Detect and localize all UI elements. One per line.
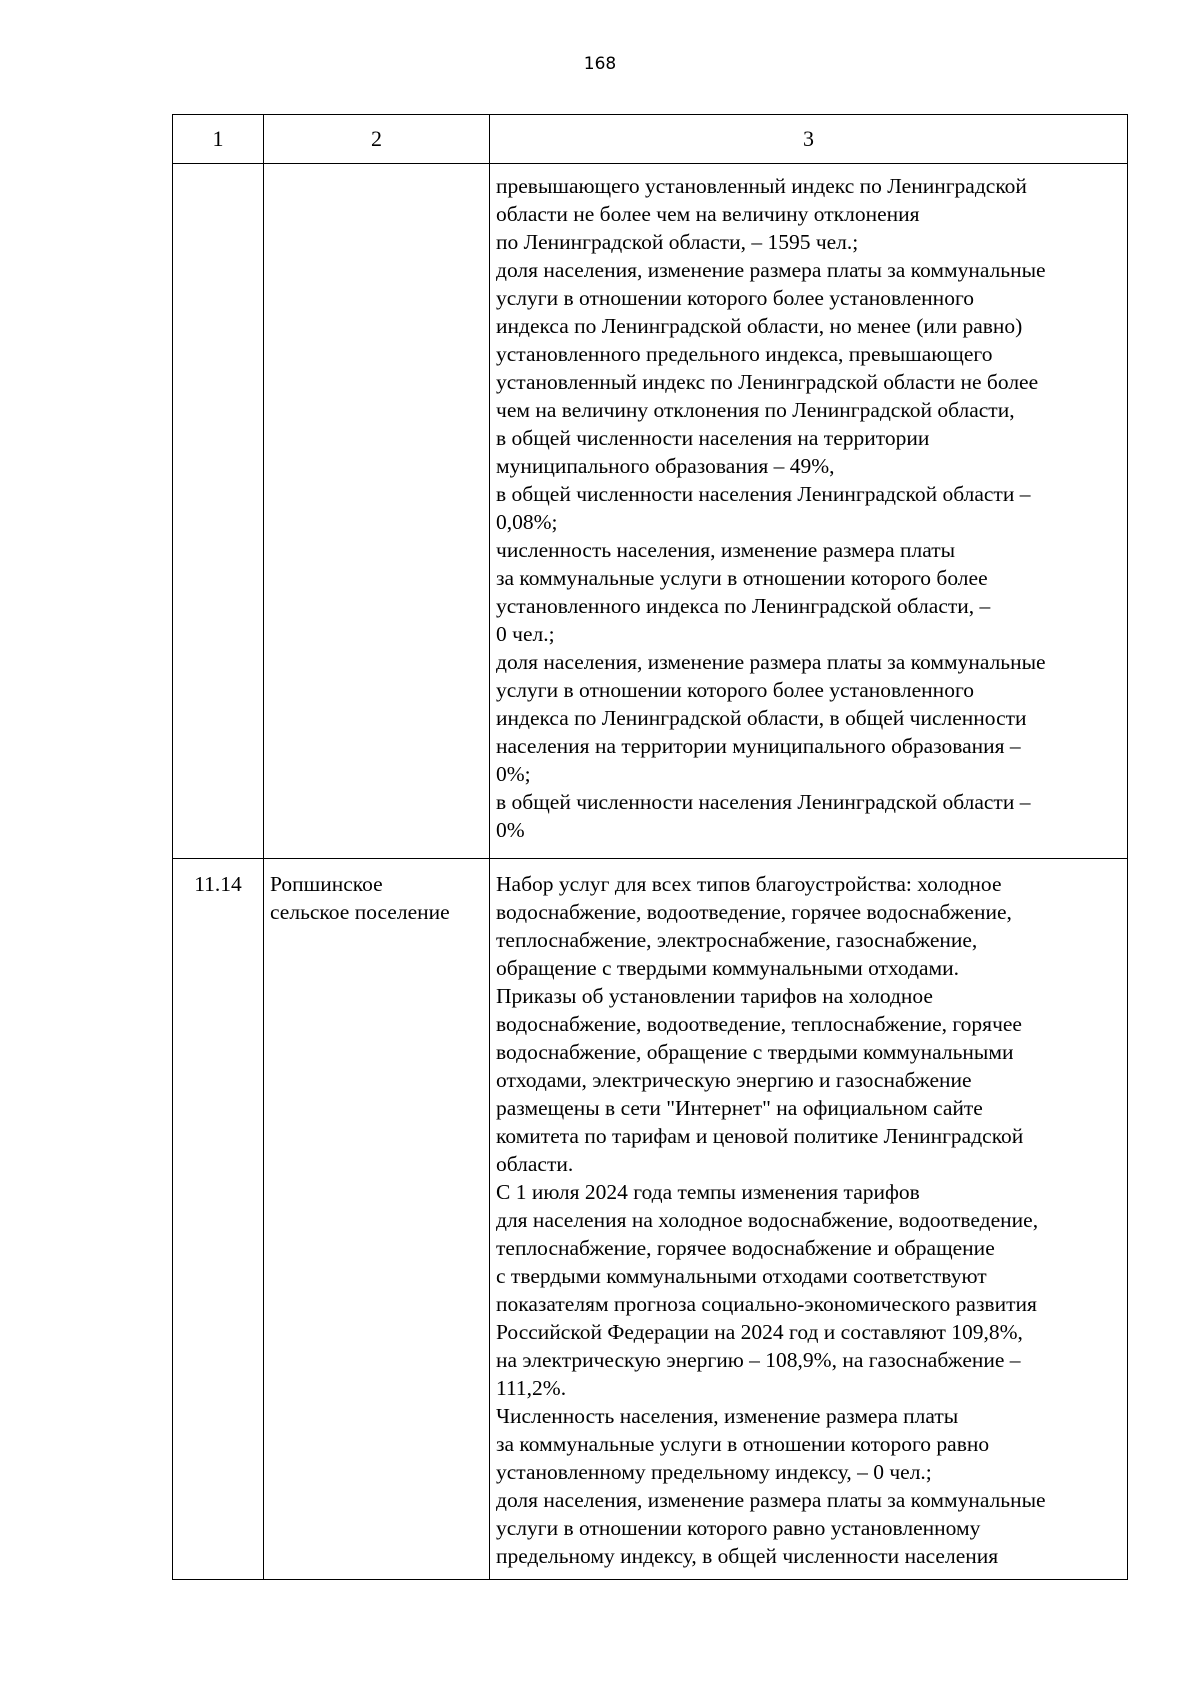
text-line: превышающего установленный индекс по Ленинградской [496,174,1027,198]
text-line: размещены в сети "Интернет" на официальном сайте [496,1096,983,1120]
header-cell-3: 3 [490,115,1128,164]
text-line: Набор услуг для всех типов благоустройства: холодное [496,872,1002,896]
text-line: Численность населения, изменение размера платы [496,1404,959,1428]
text-line: сельское поселение [270,900,450,924]
description-text [490,859,1127,1577]
text-line: водоснабжение, водоотведение, горячее водоснабжение, [496,900,1012,924]
table-row [173,164,1128,859]
text-line: Ропшинское [270,872,383,896]
municipality-name [264,859,489,933]
municipality-cell [264,859,490,1580]
text-line: населения на территории муниципального образования – [496,734,1021,758]
text-line: в общей численности населения Ленинградской области – [496,482,1031,506]
text-line: численность населения, изменение размера платы [496,538,956,562]
text-line: Российской Федерации на 2024 год и составляют 109,8%, [496,1320,1023,1344]
text-line: водоснабжение, обращение с твердыми коммунальными [496,1040,1014,1064]
text-line: обращение с твердыми коммунальными отходами. [496,956,959,980]
description-cell [490,164,1128,859]
row-number-cell [173,859,264,1580]
text-line: предельному индексу, в общей численности населения [496,1544,999,1568]
text-line: области. [496,1152,574,1176]
document-table [172,114,1128,1580]
text-line: 0 чел.; [496,622,555,646]
text-line: показателям прогноза социально-экономического развития [496,1292,1037,1316]
municipality-name [264,164,489,179]
description-cell [490,859,1128,1580]
text-line: Приказы об установлении тарифов на холодное [496,984,933,1008]
text-line: 0%; [496,762,531,786]
table-header-row [173,115,1128,164]
row-number: 11.14 [194,872,242,896]
text-line: услуги в отношении которого равно установленному [496,1516,981,1540]
text-line: 0% [496,818,525,842]
text-line: области не более чем на величину отклонения [496,202,920,226]
text-line: С 1 июля 2024 года темпы изменения тарифов [496,1180,920,1204]
text-line: чем на величину отклонения по Ленинградской области, [496,398,1015,422]
text-line: доля населения, изменение размера платы за коммунальные [496,650,1046,674]
text-line: установленного предельного индекса, превышающего [496,342,993,366]
text-line: комитета по тарифам и ценовой политике Ленинградской [496,1124,1024,1148]
row-number-cell [173,164,264,859]
text-line: в общей численности населения на территории [496,426,930,450]
text-line: за коммунальные услуги в отношении которого равно [496,1432,990,1456]
text-line: в общей численности населения Ленинградской области – [496,790,1031,814]
text-line: на электрическую энергию – 108,9%, на газоснабжение – [496,1348,1021,1372]
text-line: доля населения, изменение размера платы за коммунальные [496,1488,1046,1512]
text-line: установленному предельному индексу, – 0 чел.; [496,1460,932,1484]
municipality-cell [264,164,490,859]
text-line: по Ленинградской области, – 1595 чел.; [496,230,859,254]
text-line: для населения на холодное водоснабжение, водоотведение, [496,1208,1039,1232]
page-number: 168 [583,54,617,74]
text-line: услуги в отношении которого более установленного [496,286,974,310]
text-line: услуги в отношении которого более установленного [496,678,974,702]
header-cell-1: 1 [173,115,264,164]
text-line: за коммунальные услуги в отношении которого более [496,566,988,590]
description-text [490,164,1127,851]
text-line: 111,2%. [496,1376,567,1400]
text-line: отходами, электрическую энергию и газоснабжение [496,1068,972,1092]
text-line: теплоснабжение, горячее водоснабжение и обращение [496,1236,995,1260]
text-line: теплоснабжение, электроснабжение, газоснабжение, [496,928,978,952]
header-cell-2: 2 [264,115,490,164]
text-line: с твердыми коммунальными отходами соответствуют [496,1264,987,1288]
text-line: муниципального образования – 49%, [496,454,835,478]
text-line: водоснабжение, водоотведение, теплоснабжение, горячее [496,1012,1022,1036]
text-line: индекса по Ленинградской области, но менее (или равно) [496,314,1023,338]
text-line: установленный индекс по Ленинградской области не более [496,370,1039,394]
table-row [173,859,1128,1580]
text-line: 0,08%; [496,510,558,534]
text-line: установленного индекса по Ленинградской области, – [496,594,991,618]
text-line: доля населения, изменение размера платы за коммунальные [496,258,1046,282]
row-number [173,164,263,179]
text-line: индекса по Ленинградской области, в общей численности [496,706,1027,730]
